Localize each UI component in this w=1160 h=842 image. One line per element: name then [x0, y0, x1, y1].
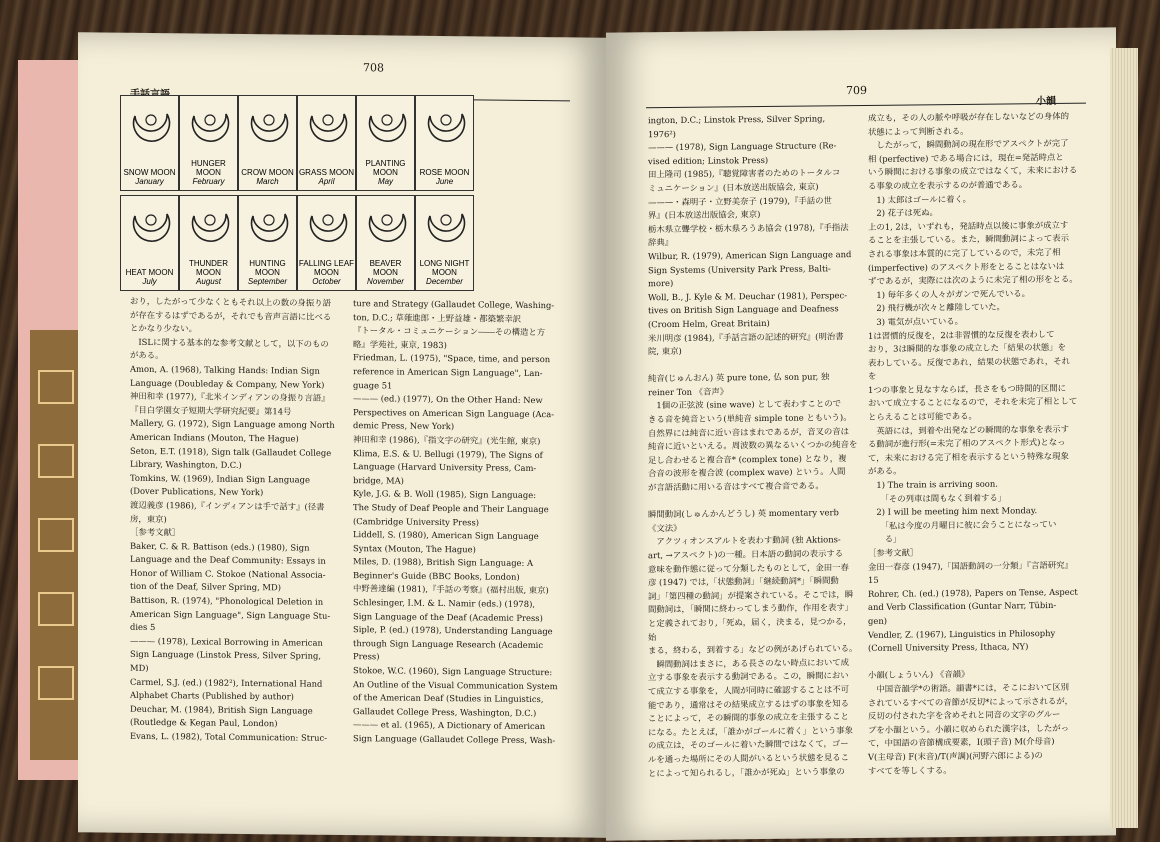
moon-name: BEAVER MOON: [369, 259, 402, 277]
text-line: 1つの事象と見なすならば，長さをもつ時間的区間に: [868, 382, 1066, 395]
text-line: Language (Harvard University Press, Cam-: [353, 461, 537, 474]
text-line: Syntax (Mouton, The Hague): [353, 542, 476, 555]
crescent-moon-icon: [186, 102, 232, 152]
left-column-1: [130, 295, 345, 746]
text-line: 間動詞は，「瞬間に終わってしまう動作，作用を表す」: [648, 602, 854, 615]
text-line: 1) The train is arriving soon.: [868, 478, 998, 490]
text-line: 田上隆司 (1985),『聴覚障害者のためのトータルコ: [648, 167, 841, 180]
text-line: ——— (1978), Sign Language Structure (Re-: [648, 140, 837, 153]
text-line: 詞」「第四種の動詞」が提案されている。そこでは，瞬: [648, 588, 854, 602]
left-column-2: [353, 297, 573, 748]
text-line: おいて成立することになるので，それを未完了相として: [868, 396, 1078, 409]
moon-cell: [356, 95, 415, 191]
moon-cell: [238, 95, 297, 191]
text-line: 金田一春彦 (1947),「国語動詞の一分類」『言語研究』: [868, 559, 1073, 572]
text-line: V(主母音) F(末音)/T(声調)(河野六郎による)の: [868, 750, 1043, 762]
moon-cell: [356, 195, 415, 291]
text-line: 瞬間動詞はまさに，ある長さのない時点において成: [648, 656, 849, 669]
text-line: 2) 飛行機が次々と離陸していた。: [868, 301, 1005, 314]
text-line: 《文法》: [648, 522, 682, 534]
text-line: Evans, L. (1982), Total Communication: Struc-: [130, 730, 328, 743]
text-line: Sign Language (Linstok Press, Silver Spring,: [130, 649, 322, 662]
moon-name: SNOW MOON: [123, 168, 176, 177]
text-line: いう瞬間における事象の成立ではなくて，未来における: [868, 165, 1078, 178]
text-line: 小韻(しょういん) 《音韻》: [868, 669, 970, 681]
moon-month: August: [196, 277, 221, 286]
text-line: きる音を純音という(単純音 simple tone ともいう)。: [648, 412, 852, 425]
text-line: 中野善達編 (1981),『手話の考察』(福村出版, 東京): [353, 583, 549, 596]
text-line: る動詞が進行形(=未完了相のアスペクト形式)となっ: [868, 437, 1066, 450]
moon-month: September: [247, 277, 288, 286]
moon-name: CROW MOON: [241, 168, 294, 177]
text-line: 状態によって判断される。: [868, 125, 969, 137]
text-line: 成立も，その人の脈や呼吸が存在しないなどの身体的: [868, 110, 1069, 123]
text-line: 純音(じゅんおん) 英 pure tone, 仏 son pur, 独: [648, 371, 830, 384]
text-line: ———・森明子・立野美奈子 (1979),『手話の世: [648, 194, 832, 207]
text-line: と定義されており,「死ぬ，届く，決まる，見つかる，始: [648, 616, 852, 642]
text-line: (imperfective) のアスペクト形をとることはないは: [868, 260, 1065, 273]
text-line: (Dover Publications, New York): [130, 486, 264, 498]
text-line: とかなり少ない。: [130, 322, 197, 334]
text-line: Mallery, G. (1972), Sign Language among North: [130, 418, 335, 431]
moon-name: GRASS MOON: [298, 168, 355, 177]
running-head: 小韻: [1036, 95, 1056, 108]
moon-cell: [238, 195, 297, 291]
moon-month: April: [318, 177, 335, 186]
text-line: Friedman, L. (1975), "Space, time, and person: [353, 352, 551, 365]
text-line: ——— (1978), Lexical Borrowing in American: [130, 635, 323, 648]
text-line: Liddell, S. (1980), American Sign Language: [353, 529, 539, 542]
text-line: とによって知られるし，「誰かが死ぬ」という事象の: [648, 765, 845, 778]
moon-month: October: [312, 277, 341, 286]
text-line: 瞬間動詞(しゅんかんどうし) 英 momentary verb: [648, 507, 839, 520]
text-line: 自然界には純音に近い音はまれであるが，音叉の音は: [648, 425, 849, 438]
text-line: の成立は，そのゴールに着いた瞬間ではなくて，ゴー: [648, 738, 849, 751]
text-line: が存在するはずであるが，それでも音声言語に比べる: [130, 309, 332, 322]
text-line: ることを主張している。また，瞬間動詞によって表示: [868, 233, 1069, 246]
moon-name: HUNTING MOON: [249, 259, 286, 277]
text-line: 2) I will be meeting him next Monday.: [868, 505, 1038, 518]
moon-cell: [179, 95, 238, 191]
text-line: ton, D.C.; 草薙進郎・上野益雄・都築繁幸訳: [353, 311, 522, 324]
text-line: したがって，瞬間動詞の現在形でアスペクトが完了: [868, 138, 1069, 151]
text-line: tion of the Deaf, Silver Spring, MD): [130, 581, 281, 593]
crescent-moon-icon: [304, 202, 350, 252]
crescent-moon-icon: [245, 202, 291, 252]
text-line: 「その列車は間もなく到着する」: [868, 492, 1007, 504]
text-line: vised edition; Linstok Press): [648, 154, 769, 167]
text-line: American Sign Language", Sign Language Stu-: [130, 608, 331, 621]
text-line: がある。: [868, 466, 902, 477]
text-line: 相 (perfective) である場合には，現在=発話時点と: [868, 151, 1064, 164]
moon-cell: [297, 95, 356, 191]
text-line: Klima, E.S. & U. Bellugi (1979), The Signs of: [353, 447, 543, 460]
moon-month: May: [377, 177, 394, 186]
text-line: ［参考文献］: [868, 547, 919, 558]
text-line: Schlesinger, I.M. & L. Namir (eds.) (1978),: [353, 597, 536, 610]
text-line: て，中国語の音節構成要素，I(頭子音) M(介母音): [868, 736, 1055, 749]
crescent-moon-icon: [422, 102, 468, 152]
text-line: 院, 東京): [648, 345, 682, 357]
text-line: おり，したがって少なくともそれ以上の数の身振り語: [130, 295, 331, 308]
moon-name: LONG NIGHT MOON: [419, 259, 470, 277]
moon-month: December: [426, 277, 463, 286]
text-line: 能であり，通常はその結果成立するはずの事象を知る: [648, 697, 849, 710]
text-line: ture and Strategy (Gallaudet College, Washing-: [353, 298, 555, 311]
text-line: まる，終わる，到着する」などの例があげられている。: [648, 643, 858, 656]
text-line: Wilbur, R. (1979), American Sign Language and: [648, 249, 852, 262]
text-line: て成立する事象を，人間が同時に確認することは不可: [648, 684, 849, 697]
text-line: of the American Deaf (Studies in Linguistics,: [353, 692, 544, 705]
text-line: 略』学苑社, 東京, 1983): [353, 338, 447, 350]
text-line: Press): [353, 651, 380, 662]
text-line: Baker, C. & R. Battison (eds.) (1980), Sign: [130, 540, 310, 553]
text-line: 彦 (1947) では,「状態動詞」「継続動詞*」「瞬間動: [648, 575, 839, 588]
text-line: とらえることは可能である。: [868, 410, 977, 422]
right-page: [606, 27, 1116, 840]
text-line: 上の1, 2は，いずれも，発話時点以後に事象が成立す: [868, 219, 1069, 232]
text-line: guage 51: [353, 379, 393, 391]
text-line: 栃木県立聾学校・栃木県ろうあ協会 (1978),『手指法: [648, 221, 849, 234]
text-line: ——— et al. (1965), A Dictionary of American: [353, 719, 546, 732]
text-line: Kyle, J.G. & B. Woll (1985), Sign Language:: [353, 488, 537, 501]
text-line: になる。たとえば，「誰かがゴールに着く」という事象: [648, 724, 854, 737]
text-line: ——— (ed.) (1977), On the Other Hand: New: [353, 393, 543, 406]
header-rule: [646, 103, 1086, 109]
text-line: (Routledge & Kegan Paul, London): [130, 717, 278, 729]
text-line: Rohrer, Ch. (ed.) (1978), Papers on Tense, Aspect: [868, 586, 1078, 599]
text-line: bridge, MA): [353, 474, 404, 486]
moon-month: February: [192, 177, 225, 186]
text-line: reference in American Sign Language", Lan-: [353, 366, 543, 379]
text-line: (Cambridge University Press): [353, 515, 480, 527]
text-line: Language and the Deaf Community: Essays in: [130, 554, 326, 567]
moon-cell: [120, 95, 179, 191]
moon-cell: [297, 195, 356, 291]
text-line: Stokoe, W.C. (1960), Sign Language Structure:: [353, 665, 553, 678]
text-line: Gallaudet College Press, Washington, D.C.): [353, 705, 537, 718]
moon-name: FALLING LEAF MOON: [298, 259, 355, 277]
text-line: 3) 電気が点いている。: [868, 315, 964, 327]
text-line: 界』(日本放送出版協会, 東京): [648, 209, 761, 221]
text-line: されているすべての音節が反切*によって示されるが，: [868, 695, 1074, 708]
text-line: Honor of William C. Stokoe (National Associa-: [130, 567, 326, 580]
moon-month: July: [142, 277, 157, 286]
text-line: dies 5: [130, 622, 156, 633]
moon-name: PLANTING MOON: [365, 159, 406, 177]
text-line: 2) 花子は死ぬ。: [868, 207, 938, 219]
text-line: Language (Doubleday & Company, New York): [130, 377, 325, 390]
text-line: 立する事象を表示する動詞である。この，瞬間におい: [648, 670, 849, 683]
text-line: て，未来における完了相を表示するという特殊な現象: [868, 450, 1069, 463]
text-line: demic Press, New York): [353, 420, 455, 432]
text-line: おり，3は瞬間的な事象の成立した「結果の状態」を: [868, 341, 1066, 355]
text-line: Woll, B., J. Kyle & M. Deuchar (1981), Perspec-: [648, 289, 848, 302]
moon-name: HUNGER MOON: [191, 159, 226, 177]
moon-name: ROSE MOON: [419, 168, 470, 177]
text-line: 1は習慣的反復を，2は非習慣的な反復を表わして: [868, 328, 1055, 341]
text-line: American Indians (Mouton, The Hague): [130, 431, 299, 444]
moon-month: January: [135, 177, 164, 186]
text-line: (Cornell University Press, Ithaca, NY): [868, 641, 1029, 654]
text-line: (Croom Helm, Great Britain): [648, 317, 770, 330]
text-line: ずであるが，実際には次のように未完了相の形をとる。: [868, 273, 1078, 287]
text-line: すべてを等しくする。: [868, 764, 952, 776]
text-line: Amon, A. (1968), Talking Hands: Indian Sign: [130, 363, 320, 376]
moon-name: HEAT MOON: [125, 268, 174, 277]
text-line: Perspectives on American Sign Language (Aca-: [353, 406, 555, 419]
text-line: tives on British Sign Language and Deafness: [648, 303, 839, 316]
moon-calendar-figure: [120, 95, 590, 295]
text-line: Sign Language of the Deaf (Academic Press): [353, 610, 543, 623]
text-line: Miles, D. (1988), British Sign Language: A: [353, 556, 534, 569]
text-line: 足し合わせると複合音* (complex tone) となり，複: [648, 452, 847, 466]
text-line: 反切の付された字を含めそれと同音の文字のグルー: [868, 709, 1061, 722]
page-edges: [1110, 48, 1138, 828]
text-line: Carmel, S.J. (ed.) (1982²), International Hand: [130, 676, 323, 689]
moon-cell: [415, 95, 474, 191]
crescent-moon-icon: [127, 102, 173, 152]
text-line: 「私は今度の月曜日に彼に会うことになってい: [868, 518, 1057, 531]
text-line: Beginner's Guide (BBC Books, London): [353, 569, 520, 582]
text-line: 米川明彦 (1984),『手話言語の記述的研究』(明治書: [648, 330, 844, 343]
text-line: 渡辺義彦 (1986),『インディアンは手で話す』(径書: [130, 499, 325, 512]
moon-cell: [415, 195, 474, 291]
text-line: The Study of Deaf People and Their Language: [353, 502, 549, 515]
moon-name: THUNDER MOON: [188, 259, 229, 277]
text-line: 1) 毎年多くの人々がガンで死んでいる。: [868, 287, 1031, 300]
text-line: が言語活動に用いる音はすべて複合音である。: [648, 480, 824, 493]
text-line: 合音の波形を複合波 (complex wave) という。人間: [648, 466, 846, 479]
text-line: 表わしている。反復であれ，結果の状態であれ，それを: [868, 355, 1071, 382]
text-line: ことによって，その瞬間的事象の成立を主張すること: [648, 711, 849, 724]
text-line: 『トータル・コミュニケーション――その構造と方: [353, 325, 546, 338]
moon-cell: [120, 195, 179, 291]
text-line: Seton, E.T. (1918), Sign talk (Gallaudet College: [130, 445, 332, 458]
text-line: 『目白学園女子短期大学研究紀要』第14号: [130, 404, 292, 417]
text-line: Alphabet Charts (Published by author): [130, 689, 294, 702]
page-number: 708: [363, 61, 384, 75]
text-line: 1976²): [648, 128, 676, 139]
text-line: ington, D.C.; Linstok Press, Silver Spring,: [648, 113, 826, 126]
text-line: 1) 太郎はゴールに着く。: [868, 193, 972, 205]
text-line: ルを通った場所にその人間がいるという状態を見るこ: [648, 752, 849, 765]
crescent-moon-icon: [245, 102, 291, 152]
text-line: gen): [868, 615, 887, 626]
crescent-moon-icon: [363, 202, 409, 252]
text-line: reiner Ton 《音声》: [648, 386, 729, 398]
text-line: art, →アスペクト)の一種。日本語の動詞の表示する: [648, 548, 844, 561]
moon-cell: [179, 195, 238, 291]
text-line: MD): [130, 662, 149, 673]
text-line: Battison, R. (1974), "Phonological Deletion in: [130, 594, 324, 607]
text-line: more): [648, 278, 674, 289]
spine-decorative-band: [30, 330, 82, 760]
text-line: Tomkins, W. (1969), Indian Sign Language: [130, 472, 310, 485]
text-line: ISLに関する基本的な参考文献として，以下のもの: [130, 336, 329, 349]
text-line: and Verb Classification (Guntar Narr, Tübin-: [868, 600, 1057, 613]
right-column-1: [648, 112, 858, 780]
text-line: 意味を動作態に従って分類したものとして，金田一春: [648, 561, 849, 574]
text-line: Sign Language (Gallaudet College Press, Wash-: [353, 733, 556, 746]
text-line: An Outline of the Visual Communication System: [353, 678, 558, 691]
text-line: 神田和幸 (1977),『北米インディアンの身振り言語』: [130, 390, 330, 404]
text-line: Deuchar, M. (1984), British Sign Language: [130, 703, 313, 716]
page-number: 709: [846, 83, 867, 98]
moon-month: November: [367, 277, 404, 286]
moon-month: June: [435, 177, 454, 186]
text-line: される事象は本質的に完了しているので，未完了相: [868, 246, 1061, 259]
text-line: アクツィオンスアルトを表わす動詞 (独 Aktions-: [648, 534, 841, 547]
text-line: プを小韻という。小韻に収められた漢字は，したがっ: [868, 722, 1069, 735]
crescent-moon-icon: [363, 102, 409, 152]
text-line: ミュニケーション』(日本放送出版協会, 東京): [648, 181, 819, 194]
crescent-moon-icon: [127, 202, 173, 252]
crescent-moon-icon: [304, 102, 350, 152]
text-line: Vendler, Z. (1967), Linguistics in Philosophy: [868, 627, 1056, 640]
text-line: 辞典』: [648, 237, 674, 248]
text-line: 英語には，到着や出発などの瞬間的な事象を表示す: [868, 423, 1069, 436]
crescent-moon-icon: [422, 202, 468, 252]
text-line: 純音に近いといえる。周波数の異なるいくつかの純音を: [648, 439, 858, 452]
right-column-2: [868, 110, 1078, 778]
text-line: 中国音韻学*の術語。韻書*には，そこにおいて区別: [868, 681, 1069, 694]
text-line: る」: [868, 533, 902, 545]
text-line: 15: [868, 575, 879, 586]
text-line: through Sign Language Research (Academic: [353, 637, 544, 650]
crescent-moon-icon: [186, 202, 232, 252]
text-line: がある。: [130, 350, 164, 361]
text-line: 房，東京): [130, 513, 167, 524]
text-line: Library, Washington, D.C.): [130, 458, 242, 471]
text-line: 1個の正弦波 (sine wave) として表わすことので: [648, 398, 842, 411]
text-line: Siple, P. (ed.) (1978), Understanding Language: [353, 624, 553, 637]
text-line: 神田和幸 (1986),『指文字の研究』(光生館, 東京): [353, 434, 541, 447]
text-line: ［参考文献］: [130, 526, 181, 538]
text-line: Sign Systems (University Park Press, Balti-: [648, 262, 831, 275]
text-line: る事象の成立を表示するのが普通である。: [868, 179, 1028, 191]
moon-month: March: [256, 177, 279, 186]
